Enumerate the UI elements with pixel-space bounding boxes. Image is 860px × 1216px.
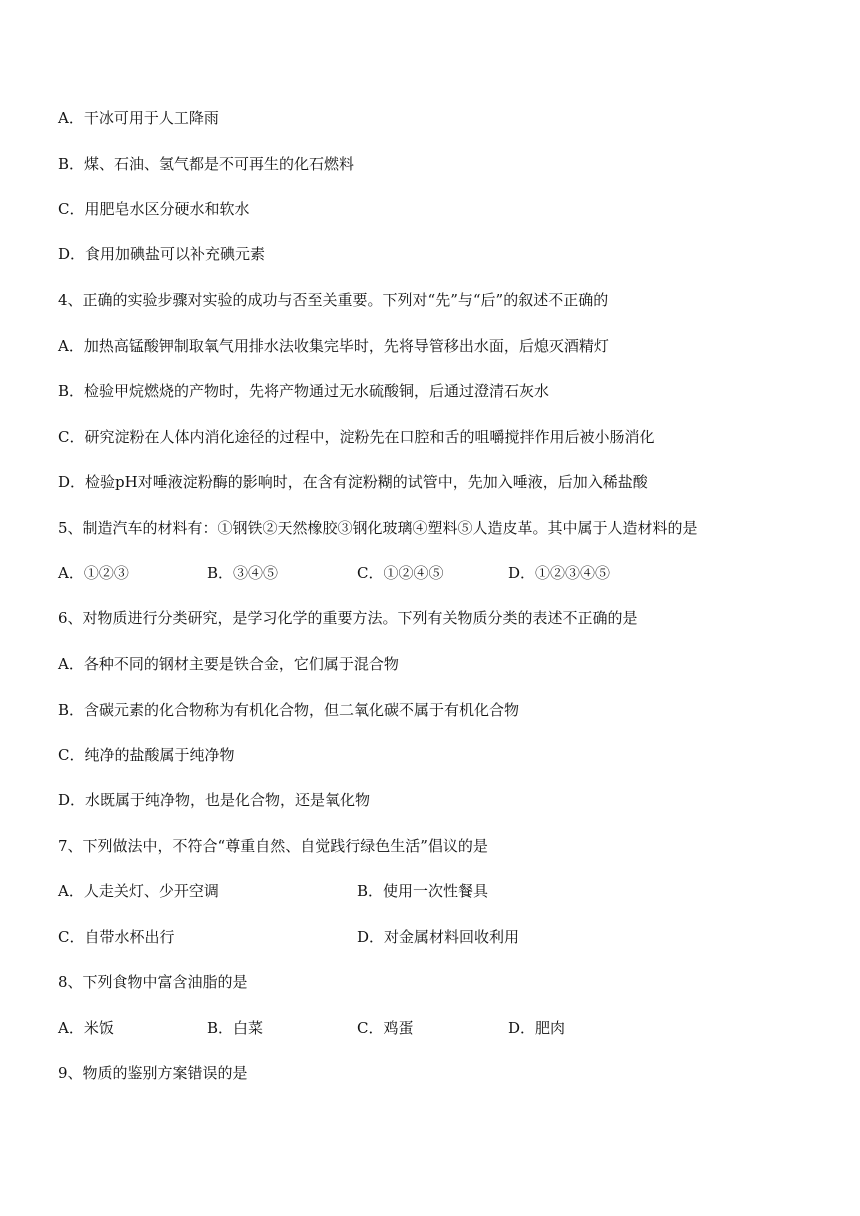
q7-option-a: A．人走关灯、少开空调 (58, 882, 219, 900)
q7-option-b: B．使用一次性餐具 (357, 882, 489, 900)
q6-option-d: D．水既属于纯净物，也是化合物，还是氧化物 (58, 791, 371, 809)
q8-option-c: C．鸡蛋 (357, 1019, 414, 1037)
q8-stem: 8、下列食物中富含油脂的是 (58, 973, 248, 991)
q6-stem: 6、对物质进行分类研究，是学习化学的重要方法。下列有关物质分类的表述不正确的是 (58, 609, 638, 627)
q5-option-a: A．①②③ (58, 564, 129, 582)
q5-option-c: C．①②④⑤ (357, 564, 444, 582)
q7-stem: 7、下列做法中，不符合“尊重自然、自觉践行绿色生活”倡议的是 (58, 837, 488, 855)
q4-option-a: A．加热高锰酸钾制取氧气用排水法收集完毕时，先将导管移出水面，后熄灭酒精灯 (58, 337, 609, 355)
q4-option-c: C．研究淀粉在人体内消化途径的过程中，淀粉先在口腔和舌的咀嚼搅拌作用后被小肠消化 (58, 428, 655, 446)
q5-stem: 5、制造汽车的材料有：①钢铁②天然橡胶③钢化玻璃④塑料⑤人造皮革。其中属于人造材料的是 (58, 519, 698, 537)
q8-option-d: D．肥肉 (508, 1019, 566, 1037)
q8-option-b: B．白菜 (207, 1019, 264, 1037)
q3-option-d: D．食用加碘盐可以补充碘元素 (58, 245, 266, 263)
q3-option-b: B．煤、石油、氢气都是不可再生的化石燃料 (58, 155, 355, 173)
q7-option-c: C．自带水杯出行 (58, 928, 175, 946)
q7-option-d: D．对金属材料回收利用 (357, 928, 520, 946)
q4-option-b: B．检验甲烷燃烧的产物时，先将产物通过无水硫酸铜，后通过澄清石灰水 (58, 382, 550, 400)
q3-option-a: A．干冰可用于人工降雨 (58, 109, 219, 127)
q4-stem: 4、正确的实验步骤对实验的成功与否至关重要。下列对“先”与“后”的叙述不正确的 (58, 291, 609, 309)
q6-option-b: B．含碳元素的化合物称为有机化合物，但二氧化碳不属于有机化合物 (58, 701, 520, 719)
q8-option-a: A．米饭 (58, 1019, 114, 1037)
q5-option-b: B．③④⑤ (207, 564, 279, 582)
q6-option-a: A．各种不同的钢材主要是铁合金，它们属于混合物 (58, 655, 399, 673)
q3-option-c: C．用肥皂水区分硬水和软水 (58, 200, 250, 218)
q4-option-d: D．检验pH对唾液淀粉酶的影响时，在含有淀粉糊的试管中，先加入唾液，后加入稀盐酸 (58, 473, 648, 491)
q6-option-c: C．纯净的盐酸属于纯净物 (58, 746, 235, 764)
q9-stem: 9、物质的鉴别方案错误的是 (58, 1064, 248, 1082)
q5-option-d: D．①②③④⑤ (508, 564, 611, 582)
